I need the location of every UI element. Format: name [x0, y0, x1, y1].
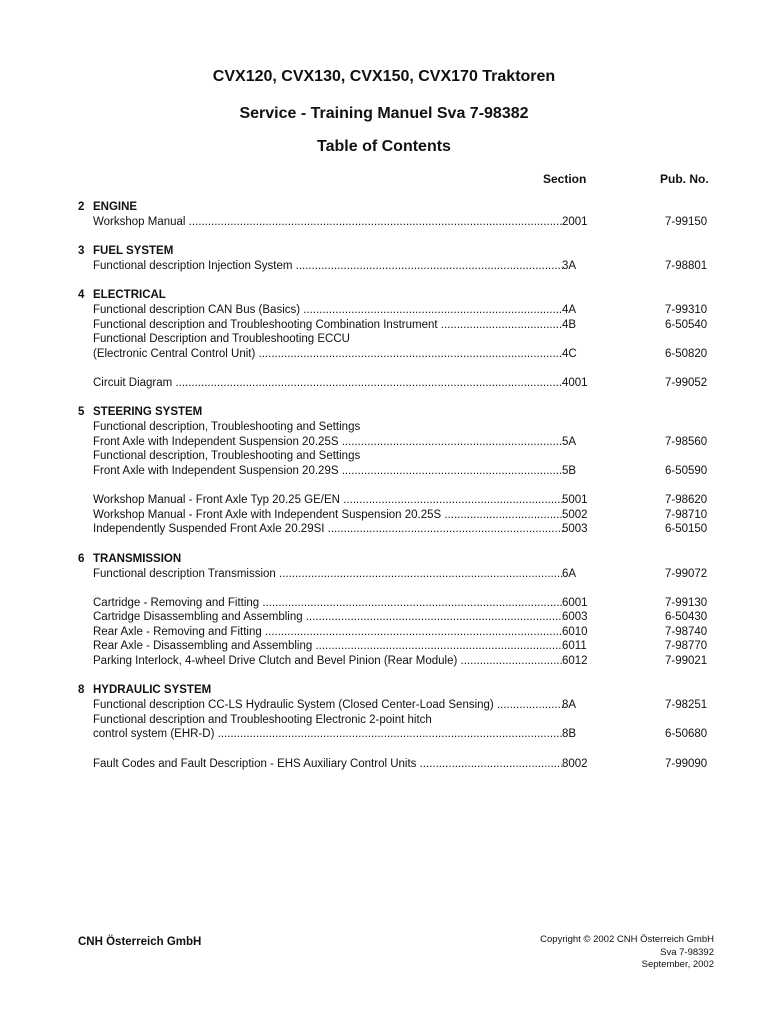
- toc-entry-section: 6012: [562, 655, 588, 668]
- toc-entry-section: 4A: [562, 304, 577, 317]
- toc-entry: [0, 625, 768, 640]
- toc-entry-title: Functional description and Troubleshooting Electronic 2-point hitch: [93, 713, 432, 726]
- section-heading: [0, 288, 768, 303]
- document-subtitle: Service - Training Manuel Sva 7-98382: [239, 105, 529, 122]
- toc-entry-pub-no: 6-50820: [665, 347, 708, 360]
- toc-entry-pub-no: 6-50540: [665, 318, 708, 331]
- table-of-contents: [0, 200, 768, 771]
- toc-entry-title: (Electronic Central Control Unit) .....: [93, 347, 563, 362]
- toc-entry-title: Front Axle with Independent Suspension 20.29S .....: [93, 464, 563, 479]
- toc-entry-pub-no: 6-50680: [665, 728, 708, 741]
- toc-entry-title: Front Axle with Independent Suspension 20.25S .....: [93, 435, 563, 450]
- toc-entry-section: 5002: [562, 508, 588, 521]
- section-name: TRANSMISSION: [93, 552, 182, 565]
- toc-entry: [0, 654, 768, 669]
- toc-entry-title: Functional description, Troubleshooting and Settings: [93, 450, 361, 463]
- toc-entry-pub-no: 6-50590: [665, 465, 708, 478]
- toc-entry-pub-no: 7-98620: [665, 494, 708, 507]
- toc-entry: [0, 610, 768, 625]
- column-header-pub-no: Pub. No.: [660, 172, 709, 186]
- toc-entry-pub-no: 7-98801: [665, 260, 708, 273]
- toc-entry: [0, 449, 768, 464]
- toc-entry-section: 6001: [562, 596, 588, 609]
- toc-entry-pub-no: 7-98770: [665, 640, 708, 653]
- toc-entry-section: 4C: [562, 347, 577, 360]
- toc-entry-title: Rear Axle - Removing and Fitting .....: [93, 625, 563, 640]
- section-number: 4: [78, 289, 85, 302]
- toc-entry-pub-no: 6-50150: [665, 523, 708, 536]
- toc-entry-section: 3A: [562, 260, 577, 273]
- toc-entry-section: 4001: [562, 377, 588, 390]
- toc-entry-section: 5B: [562, 465, 577, 478]
- section-heading: [0, 405, 768, 420]
- toc-entry-pub-no: 7-99052: [665, 377, 708, 390]
- section-name: HYDRAULIC SYSTEM: [93, 684, 212, 697]
- section-heading: [0, 200, 768, 215]
- toc-entry-title: Functional description CC-LS Hydraulic System (Closed Center-Load Sensing) .....: [93, 698, 563, 713]
- toc-entry: [0, 215, 768, 230]
- toc-entry-pub-no: 7-99090: [665, 757, 708, 770]
- section-number: 8: [78, 684, 85, 697]
- section-number: 6: [78, 552, 85, 565]
- toc-entry-title: control system (EHR-D) .....: [93, 727, 563, 742]
- toc-entry: [0, 596, 768, 611]
- toc-entry-title: Cartridge - Removing and Fitting .....: [93, 596, 563, 611]
- toc-entry: [0, 508, 768, 523]
- toc-entry-section: 5003: [562, 523, 588, 536]
- toc-entry-title: Rear Axle - Disassembling and Assembling .....: [93, 639, 563, 654]
- toc-entry-title: Parking Interlock, 4-wheel Drive Clutch and Bevel Pinion (Rear Module) .....: [93, 654, 563, 669]
- section-name: ENGINE: [93, 201, 138, 213]
- section-name: FUEL SYSTEM: [93, 245, 174, 258]
- toc-entry-section: 4B: [562, 318, 577, 331]
- toc-entry-title: Workshop Manual .....: [93, 215, 563, 230]
- footer-publication-info: [540, 934, 714, 972]
- toc-entry: [0, 713, 768, 728]
- toc-heading: Table of Contents: [317, 138, 451, 155]
- toc-entry-section: 8A: [562, 699, 577, 712]
- footer-sva: Sva 7-98392: [660, 946, 714, 958]
- toc-entry-section: 6A: [562, 567, 577, 580]
- toc-entry: [0, 757, 768, 772]
- toc-entry-pub-no: 7-99072: [665, 567, 708, 580]
- toc-entry-title: Cartridge Disassembling and Assembling .....: [93, 610, 563, 625]
- toc-entry-section: 5A: [562, 435, 577, 448]
- toc-entry-section: 8002: [562, 757, 588, 770]
- toc-entry-pub-no: 7-98710: [665, 508, 708, 521]
- toc-entry-title: Functional description Injection System .....: [93, 259, 563, 274]
- toc-entry-title: Workshop Manual - Front Axle Typ 20.25 GE/EN .....: [93, 493, 563, 508]
- section-number: 3: [78, 245, 85, 258]
- section-heading: [0, 683, 768, 698]
- document-title: CVX120, CVX130, CVX150, CVX170 Traktoren: [212, 68, 556, 85]
- toc-entry-pub-no: 7-99150: [665, 216, 708, 228]
- toc-entry: [0, 727, 768, 742]
- toc-entry-pub-no: 7-98251: [665, 699, 708, 712]
- toc-entry: [0, 303, 768, 318]
- section-name: STEERING SYSTEM: [93, 406, 203, 419]
- toc-entry-title: Functional description Transmission .....: [93, 567, 563, 582]
- toc-entry-title: Independently Suspended Front Axle 20.29SI .....: [93, 522, 563, 537]
- toc-entry-pub-no: 7-99130: [665, 596, 708, 609]
- toc-entry-pub-no: 7-99021: [665, 655, 708, 668]
- toc-entry-section: 8B: [562, 728, 577, 741]
- toc-entry-title: Fault Codes and Fault Description - EHS Auxiliary Control Units .....: [93, 757, 563, 772]
- toc-entry: [0, 639, 768, 654]
- toc-entry-section: 6010: [562, 625, 588, 638]
- toc-entry: [0, 318, 768, 333]
- toc-entry: [0, 347, 768, 362]
- toc-entry-section: 6003: [562, 611, 588, 624]
- toc-entry: [0, 332, 768, 347]
- section-name: ELECTRICAL: [93, 289, 166, 302]
- toc-entry: [0, 567, 768, 582]
- toc-entry: [0, 464, 768, 479]
- footer-copyright: Copyright © 2002 CNH Österreich GmbH: [540, 934, 714, 945]
- toc-entry: [0, 698, 768, 713]
- toc-entry-title: Functional description CAN Bus (Basics) .....: [93, 303, 563, 318]
- toc-entry-title: Functional description and Troubleshooting Combination Instrument .....: [93, 318, 563, 333]
- toc-entry-title: Circuit Diagram .....: [93, 376, 563, 391]
- toc-entry: [0, 376, 768, 391]
- toc-entry-pub-no: 7-98740: [665, 625, 708, 638]
- footer-date: September, 2002: [641, 959, 714, 970]
- toc-entry-section: 5001: [562, 494, 588, 507]
- toc-entry: [0, 493, 768, 508]
- section-heading: [0, 552, 768, 567]
- toc-entry-section: 2001: [562, 216, 588, 228]
- section-number: 5: [78, 406, 85, 419]
- footer-company: CNH Österreich GmbH: [78, 936, 202, 948]
- section-heading: [0, 244, 768, 259]
- toc-entry-title: Workshop Manual - Front Axle with Independent Suspension 20.25S .....: [93, 508, 563, 523]
- toc-entry-section: 6011: [562, 640, 587, 653]
- toc-entry-title: Functional Description and Troubleshooting ECCU: [93, 333, 350, 346]
- toc-entry-title: Functional description, Troubleshooting and Settings: [93, 421, 361, 434]
- section-number: 2: [78, 201, 85, 213]
- toc-entry: [0, 259, 768, 274]
- toc-entry: [0, 420, 768, 435]
- column-header-section: Section: [543, 172, 587, 186]
- toc-entry-pub-no: 6-50430: [665, 611, 708, 624]
- toc-entry-pub-no: 7-98560: [665, 435, 708, 448]
- toc-entry: [0, 522, 768, 537]
- toc-entry-pub-no: 7-99310: [665, 304, 708, 317]
- toc-entry: [0, 435, 768, 450]
